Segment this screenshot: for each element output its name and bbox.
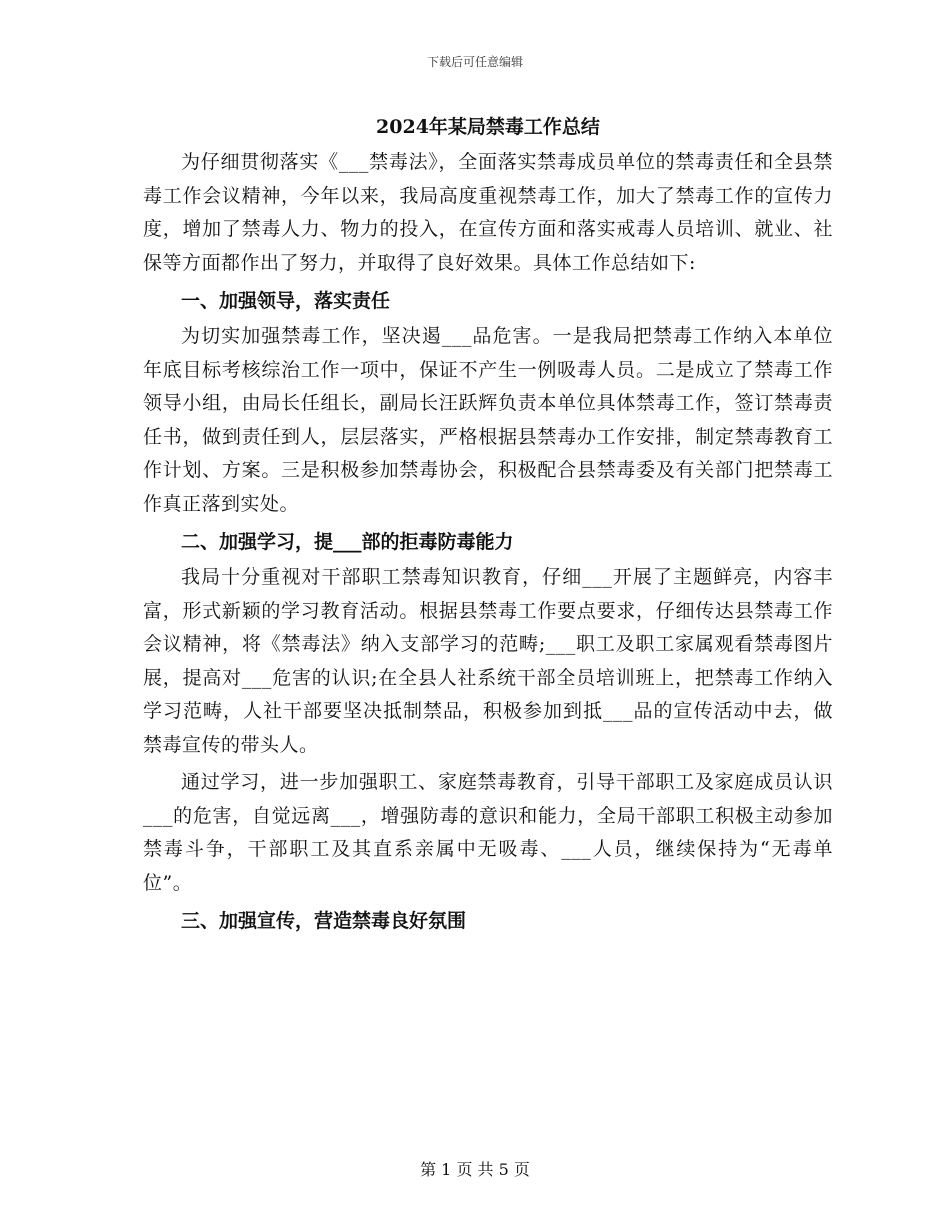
section-2-paragraph-1: 我局十分重视对干部职工禁毒知识教育，仔细___开展了主题鲜亮，内容丰富，形式新颖的学习教育活动。根据县禁毒工作要点要求，仔细传达县禁毒工作会议精神，将《禁毒法》纳入支部学习的范畴;___职工及职工家属观看禁毒图片展，提高对___危害的认识;在全县人社系统干部全员培训班上，把禁毒工作纳入学习范畴，人社干部要坚决抵制禁品，积极参加到抵___品的宣传活动中去，做禁毒宣传的带头人。 [143, 566, 833, 756]
section-1-paragraph: 为切实加强禁毒工作，坚决遏___品危害。一是我局把禁毒工作纳入本单位年底目标考核综治工作一项中，保证不产生一例吸毒人员。二是成立了禁毒工作领导小组，由局长任组长，副局长汪跃辉负责本单位具体禁毒工作，签订禁毒责任书，做到责任到人，层层落实，严格根据县禁毒办工作安排，制定禁毒教育工作计划、方案。三是积极参加禁毒协会，积极配合县禁毒委及有关部门把禁毒工作真正落到实处。 [143, 325, 833, 515]
document-title: 2024年某局禁毒工作总结 [376, 116, 600, 138]
page-number: 第 1 页 共 5 页 [420, 1160, 530, 1179]
document-body [143, 110, 833, 940]
page-header: 下载后可任意编辑 [426, 55, 523, 69]
section-2-paragraph-2: 通过学习，进一步加强职工、家庭禁毒教育，引导干部职工及家庭成员认识___的危害，自觉远离___，增强防毒的意识和能力，全局干部职工积极主动参加禁毒斗争，干部职工及其直系亲属中无吸毒、___人员，继续保持为“无毒单位”。 [143, 771, 833, 894]
intro-paragraph: 为仔细贯彻落实《___禁毒法》，全面落实禁毒成员单位的禁毒责任和全县禁毒工作会议精神，今年以来，我局高度重视禁毒工作，加大了禁毒工作的宣传力度，增加了禁毒人力、物力的投入，在宣传方面和落实戒毒人员培训、就业、社保等方面都作出了努力，并取得了良好效果。具体工作总结如下: [143, 151, 833, 274]
section-1-heading: 一、加强领导，落实责任 [181, 290, 391, 312]
section-2-heading: 二、加强学习，提___部的拒毒防毒能力 [181, 531, 514, 553]
section-3-heading: 三、加强宣传，营造禁毒良好氛围 [181, 910, 467, 932]
